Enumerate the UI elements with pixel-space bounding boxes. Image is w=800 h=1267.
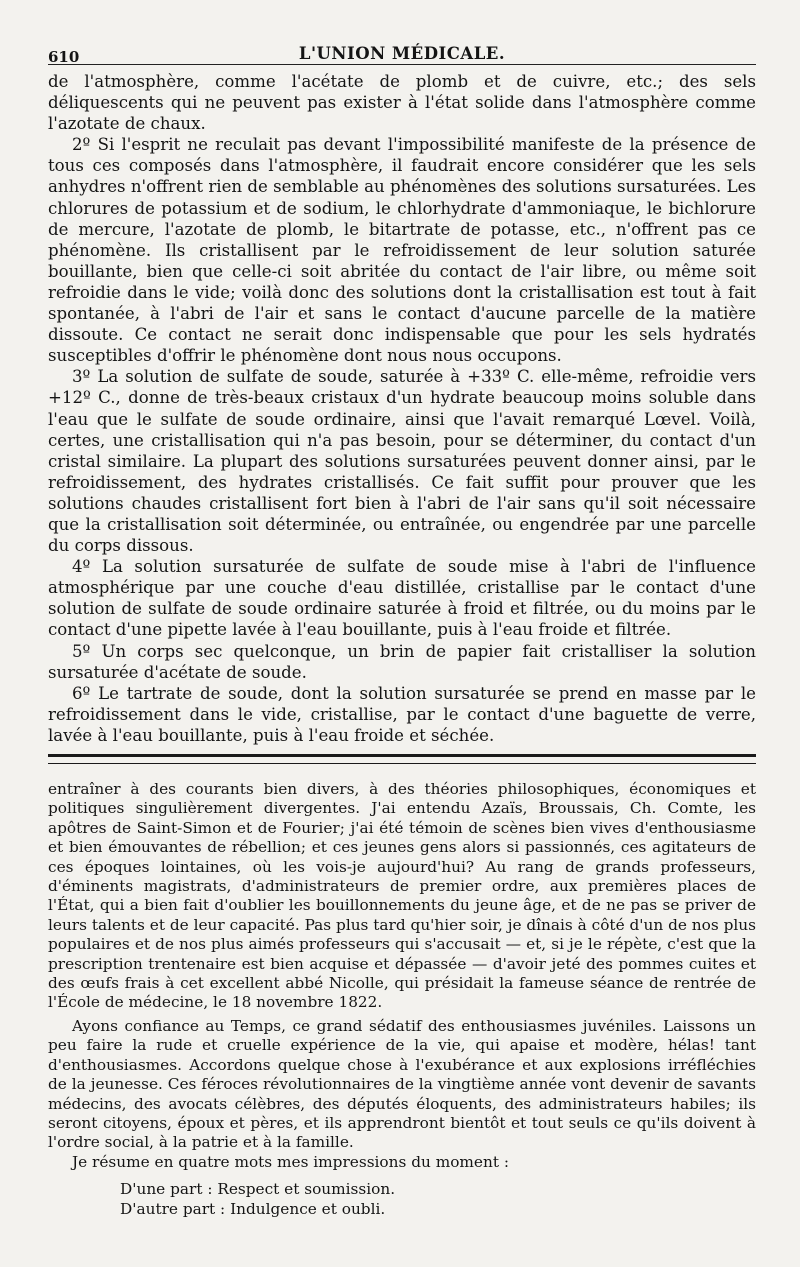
page-header: [48, 34, 756, 65]
closing-line: D'une part : Respect et soumission.: [120, 1180, 396, 1199]
page-number: 610: [48, 48, 80, 66]
paragraph: 4º La solution sursaturée de sulfate de soude mise à l'abri de l'influence atmosphérique par une couche d'eau distillée, cristallise par le contact d'une solution de sulfate de soude ordinaire saturée à froid et filtrée, ou du moins par le contact d'une pipette lavée à l'eau bouillante, puis à l'eau froide et filtrée.: [48, 557, 756, 640]
paragraph: 2º Si l'esprit ne reculait pas devant l'impossibilité manifeste de la présence de tous ces composés dans l'atmosphère, il faudrait encore considérer que les sels anhydres n'offrent rien de semblable au phénomènes des solutions sursaturées. Les chlorures de potassium et de sodium, le chlorhydrate d'ammoniaque, le bichlorure de mercure, l'azotate de plomb, le bitartrate de potasse, etc., n'offrent pas ce phénomène. Ils cristallisent par le refroidissement de leur solution saturée bouillante, bien que celle-ci soit abritée du contact de l'air libre, ou même soit refroidie dans le vide; voilà donc des solutions dont la cristallisation est tout à fait spontanée, à l'abri de l'air et sans le contact d'aucune parcelle de la matière dissoute. Ce contact ne serait donc indispensable que pour les sels hydratés susceptibles d'offrir le phénomène dont nous nous occupons.: [48, 135, 756, 366]
main-article: [48, 71, 756, 746]
running-title: L'UNION MÉDICALE.: [298, 44, 506, 63]
paragraph: de l'atmosphère, comme l'acétate de plomb et de cuivre, etc.; des sels déliquescents qui ne peuvent pas exister à l'état solide dans l'atmosphère comme l'azotate de chaux.: [48, 72, 756, 134]
paragraph: 5º Un corps sec quelconque, un brin de papier fait cristalliser la solution sursaturée d'acétate de soude.: [48, 641, 756, 682]
feuilleton-section: [48, 780, 756, 1219]
paragraph: entraîner à des courants bien divers, à des théories philosophiques, économiques et politiques singulièrement divergentes. J'ai entendu Azaïs, Broussais, Ch. Comte, les apôtres de Saint-Simon et de Fourier; j'ai été témoin de scènes bien vives d'enthousiasme et bien émouvantes de rébellion; et ces jeunes gens alors si passionnés, ces agitateurs de ces époques lointaines, où les vois-je aujourd'hui? Au rang de grands professeurs, d'éminents magistrats, d'administrateurs de premier ordre, aux premières places de l'État, qui a bien fait d'oublier les bouillonnements du jeune âge, et de ne pas se priver de leurs talents et de leur capacité. Pas plus tard qu'hier soir, je dînais à côté d'un de nos plus populaires et de nos plus aimés professeurs qui s'accusait — et, si je le répète, c'est que la prescription trentenaire est bien acquise et dépassée — d'avoir jeté des pommes cuites et des œufs frais à cet excellent abbé Nicolle, qui présidait la fameuse séance de rentrée de l'École de médecine, le 18 novembre 1822.: [48, 780, 756, 1012]
section-divider: [48, 754, 756, 764]
paragraph: Je résume en quatre mots mes impressions du moment :: [72, 1152, 509, 1171]
paragraph: Ayons confiance au Temps, ce grand sédatif des enthousiasmes juvéniles. Laissons un peu faire la rude et cruelle expérience de la vie, qui apaise et modère, hélas! tant d'enthousiasmes. Accordons quelque chose à l'exubérance et aux explosions irréfléchies de la jeunesse. Ces féroces révolutionnaires de la vingtième année vont devenir de savants médecins, des avocats célèbres, des députés éloquents, des administrateurs habiles; ils seront citoyens, époux et pères, et ils apprendront bientôt et tout seuls ce qu'ils doivent à l'ordre social, à la patrie et à la famille.: [48, 1016, 756, 1152]
paragraph: 3º La solution de sulfate de soude, saturée à +33º C. elle-même, refroidie vers +12º C., donne de très-beaux cristaux d'un hydrate beaucoup moins soluble dans l'eau que le sulfate de soude ordinaire, ainsi que l'avait remarqué Lœvel. Voilà, certes, une cristallisation qui n'a pas besoin, pour se déterminer, du contact d'un cristal similaire. La plupart des solutions sursaturées peuvent donner ainsi, par le refroidissement, des hydrates cristallisés. Ce fait suffit pour prouver que les solutions chaudes cristallisent fort bien à l'abri de l'air sans qu'il soit nécessaire que la cristallisation soit déterminée, ou entraînée, ou engendrée par une parcelle du corps dissous.: [48, 367, 756, 556]
closing-lines: [48, 1180, 756, 1219]
closing-line: D'autre part : Indulgence et oubli.: [120, 1199, 386, 1218]
paragraph: 6º Le tartrate de soude, dont la solution sursaturée se prend en masse par le refroidissement dans le vide, cristallise, par le contact d'une baguette de verre, lavée à l'eau bouillante, puis à l'eau froide et séchée.: [48, 683, 756, 745]
